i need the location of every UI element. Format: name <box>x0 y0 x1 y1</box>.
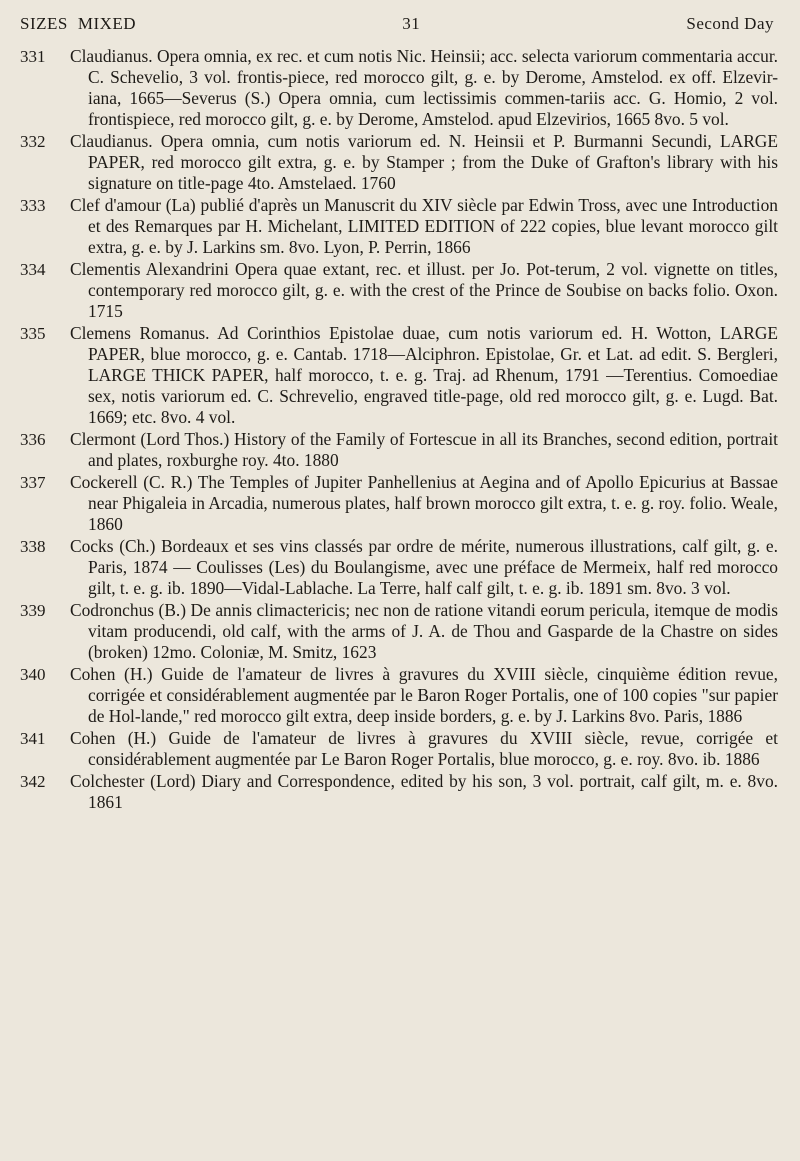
lot-entry <box>20 600 778 663</box>
lot-description: Clementis Alexandrini Opera quae extant, rec. et illust. per Jo. Pot-terum, 2 vol. vignette on titles, contemporary red morocco gilt, g. e. with the crest of the Prince de Soubise on backs folio. Oxon. 1715 <box>70 259 778 321</box>
lot-entry <box>20 46 778 130</box>
lot-entry <box>20 195 778 258</box>
lot-description: Cohen (H.) Guide de l'amateur de livres à gravures du XVIII siècle, cinquième édition revue, corrigée et considérablement augmentée par le Baron Roger Portalis, one of 100 copies "sur papier de Hol-lande," red morocco gilt extra, deep inside borders, g. e. by J. Larkins 8vo. Paris, 1886 <box>70 664 778 726</box>
lot-description: Cockerell (C. R.) The Temples of Jupiter Panhellenius at Aegina and of Apollo Epicurius at Bassae near Phigaleia in Arcadia, numerous plates, half brown morocco gilt extra, t. e. g. roy. folio. Weale, 1860 <box>70 472 778 534</box>
lot-entry <box>20 429 778 471</box>
lot-description: Colchester (Lord) Diary and Correspondence, edited by his son, 3 vol. portrait, calf gilt, m. e. 8vo. 1861 <box>70 771 778 812</box>
lot-entry <box>20 131 778 194</box>
lot-number: 331 <box>20 47 46 66</box>
lot-entry <box>20 771 778 813</box>
lot-entry <box>20 259 778 322</box>
lot-description: Cohen (H.) Guide de l'amateur de livres à gravures du XVIII siècle, revue, corrigée et considérablement augmentée par Le Baron Roger Portalis, blue morocco, g. e. roy. 8vo. ib. 1886 <box>70 728 778 769</box>
header-mixed: MIXED <box>77 14 137 33</box>
lot-entry <box>20 472 778 535</box>
header-left <box>20 14 136 34</box>
page-number: 31 <box>402 14 421 33</box>
lot-number: 334 <box>20 260 46 279</box>
lot-entry <box>20 728 778 770</box>
lot-entry <box>20 664 778 727</box>
lot-number: 332 <box>20 132 46 151</box>
lot-number: 340 <box>20 665 46 684</box>
lot-number: 337 <box>20 473 46 492</box>
lot-number: 338 <box>20 537 46 556</box>
running-header <box>20 14 778 34</box>
lot-description: Claudianus. Opera omnia, ex rec. et cum notis Nic. Heinsii; acc. selecta variorum commentaria accur. C. Schevelio, 3 vol. frontis-piece, red morocco gilt, g. e. by Derome, Amstelod. ex off. Elzevir-iana, 1665—Severus (S.) Opera omnia, cum lectissimis commen-tariis acc. G. Homio, 2 vol. frontispiece, red morocco gilt, g. e. by Derome, Amstelod. apud Elzevirios, 1665 8vo. 5 vol. <box>70 46 778 129</box>
lot-entry <box>20 323 778 428</box>
lot-description: Cocks (Ch.) Bordeaux et ses vins classés par ordre de mérite, numerous illustrations, calf gilt, g. e. Paris, 1874 — Coulisses (Les) du Boulangisme, avec une préface de Mermeix, half red morocco gilt, t. e. g. ib. 1890—Vidal-Lablache. La Terre, half calf gilt, t. e. g. ib. 1891 sm. 8vo. 3 vol. <box>70 536 778 598</box>
lot-number: 336 <box>20 430 46 449</box>
lot-number: 333 <box>20 196 46 215</box>
lot-number: 341 <box>20 729 46 748</box>
header-sizes: SIZES <box>20 14 68 33</box>
lot-description: Clemens Romanus. Ad Corinthios Epistolae duae, cum notis variorum ed. H. Wotton, LARGE PAPER, blue morocco, g. e. Cantab. 1718—Alciphron. Epistolae, Gr. et Lat. ad edit. S. Bergleri, LARGE THICK PAPER, half morocco, t. e. g. Traj. ad Rhenum, 1791 —Terentius. Comoediae sex, notis variorum ed. C. Schrevelio, engraved title-page, old red morocco gilt, g. e. Lugd. Bat. 1669; etc. 8vo. 4 vol. <box>70 323 778 427</box>
lot-description: Clef d'amour (La) publié d'après un Manuscrit du XIV siècle par Edwin Tross, avec une Introduction et des Remarques par H. Michelant, LIMITED EDITION of 222 copies, blue levant morocco gilt extra, g. e. by J. Larkins sm. 8vo. Lyon, P. Perrin, 1866 <box>70 195 778 257</box>
lot-number: 342 <box>20 772 46 791</box>
lot-description: Claudianus. Opera omnia, cum notis variorum ed. N. Heinsii et P. Burmanni Secundi, LARGE PAPER, red morocco gilt extra, g. e. by Stamper ; from the Duke of Grafton's library with his signature on title-page 4to. Amstelaed. 1760 <box>70 131 778 193</box>
lot-description: Clermont (Lord Thos.) History of the Family of Fortescue in all its Branches, second edition, portrait and plates, roxburghe roy. 4to. 1880 <box>70 429 778 470</box>
lot-number: 339 <box>20 601 46 620</box>
lot-entry <box>20 536 778 599</box>
lot-description: Codronchus (B.) De annis climactericis; nec non de ratione vitandi eorum pericula, itemque de modis vitam producendi, old calf, with the arms of J. A. de Thou and Gasparde de la Chastre on sides (broken) 12mo. Coloniæ, M. Smitz, 1623 <box>70 600 778 662</box>
header-day: Second Day <box>686 14 774 33</box>
lot-number: 335 <box>20 324 46 343</box>
